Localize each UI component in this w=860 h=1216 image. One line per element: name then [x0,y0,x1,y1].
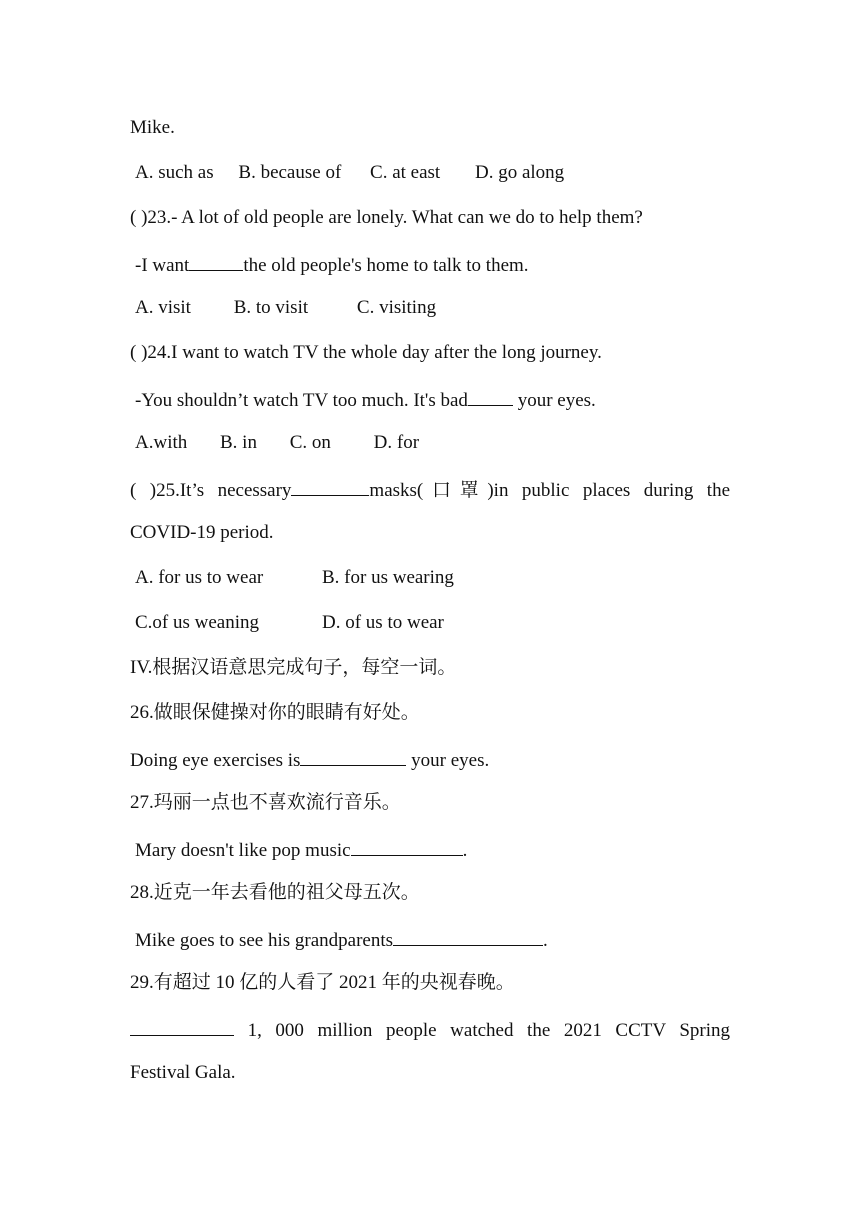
q28-period: . [543,930,548,951]
answer-blank[interactable] [291,476,369,496]
q26-chinese: 26.做眼保健操对你的眼睛有好处。 [130,702,420,723]
q22-options [135,161,564,185]
q27-text-before: Mary doesn't like pop music [135,840,351,861]
q29-english [130,1016,730,1040]
q26-text-after: your eyes. [406,750,490,771]
q27-period: . [462,840,468,861]
option-a: A. visit [135,297,191,318]
option-c: C. at east [370,162,441,183]
option-d: D. for [373,432,420,453]
option-c: C.of us weaning [135,612,260,633]
q27-chinese: 27.玛丽一点也不喜欢流行音乐。 [130,792,401,813]
answer-blank[interactable] [468,386,513,406]
answer-blank[interactable] [393,926,543,946]
q24-stem: ( )24.I want to watch TV the whole day after the long journey. [130,342,602,363]
option-d: D. of us to wear [322,612,444,633]
q24-text-after: your eyes. [512,390,596,411]
q25-options-row2 [135,611,444,635]
answer-blank[interactable] [189,251,243,271]
answer-blank[interactable] [300,746,406,766]
option-b: B. in [220,432,257,453]
q25-stem-continued: COVID-19 period. [130,522,274,543]
option-b: B. to visit [233,297,309,318]
option-d: D. go along [474,162,565,183]
answer-blank[interactable] [130,1016,234,1036]
section-heading: IV.根据汉语意思完成句子，每空一词。 [130,657,457,678]
answer-blank[interactable] [351,836,463,856]
option-a: A.with [135,432,188,453]
q29-chinese: 29.有超过 10 亿的人看了 2021 年的央视春晚。 [130,972,515,993]
q27-english [135,836,467,860]
q24-options [135,431,419,455]
q25-stem [130,476,730,500]
q26-english [130,746,489,770]
q24-text-before: -You shouldn’t watch TV too much. It's bad [135,390,468,411]
option-b: B. because of [238,162,342,183]
q25-options-row1 [135,566,454,590]
option-c: C. visiting [356,297,437,318]
q25-text-after: masks(口罩)in public places during the [369,480,730,501]
text-line: Mike. [130,117,175,138]
option-a: A. such as [135,162,214,183]
q23-options [135,296,436,320]
option-c: C. on [289,432,331,453]
q24-answer-line [135,386,596,410]
q28-text-before: Mike goes to see his grandparents [135,930,394,951]
q23-answer-line [135,251,529,275]
option-a: A. for us to wear [135,567,264,588]
q26-text-before: Doing eye exercises is [130,750,301,771]
q23-text-before: -I want [135,255,190,276]
option-b: B. for us wearing [322,567,454,588]
q29-english-continued: Festival Gala. [130,1062,236,1083]
q28-chinese: 28.近克一年去看他的祖父母五次。 [130,882,420,903]
q28-english [135,926,548,950]
q23-stem: ( )23.- A lot of old people are lonely. What can we do to help them? [130,207,643,228]
q29-text: 1, 000 million people watched the 2021 CCTV Spring [247,1020,730,1041]
q25-text-before: ( )25.It’s necessary [130,480,292,501]
q23-text-after: the old people's home to talk to them. [243,255,529,276]
